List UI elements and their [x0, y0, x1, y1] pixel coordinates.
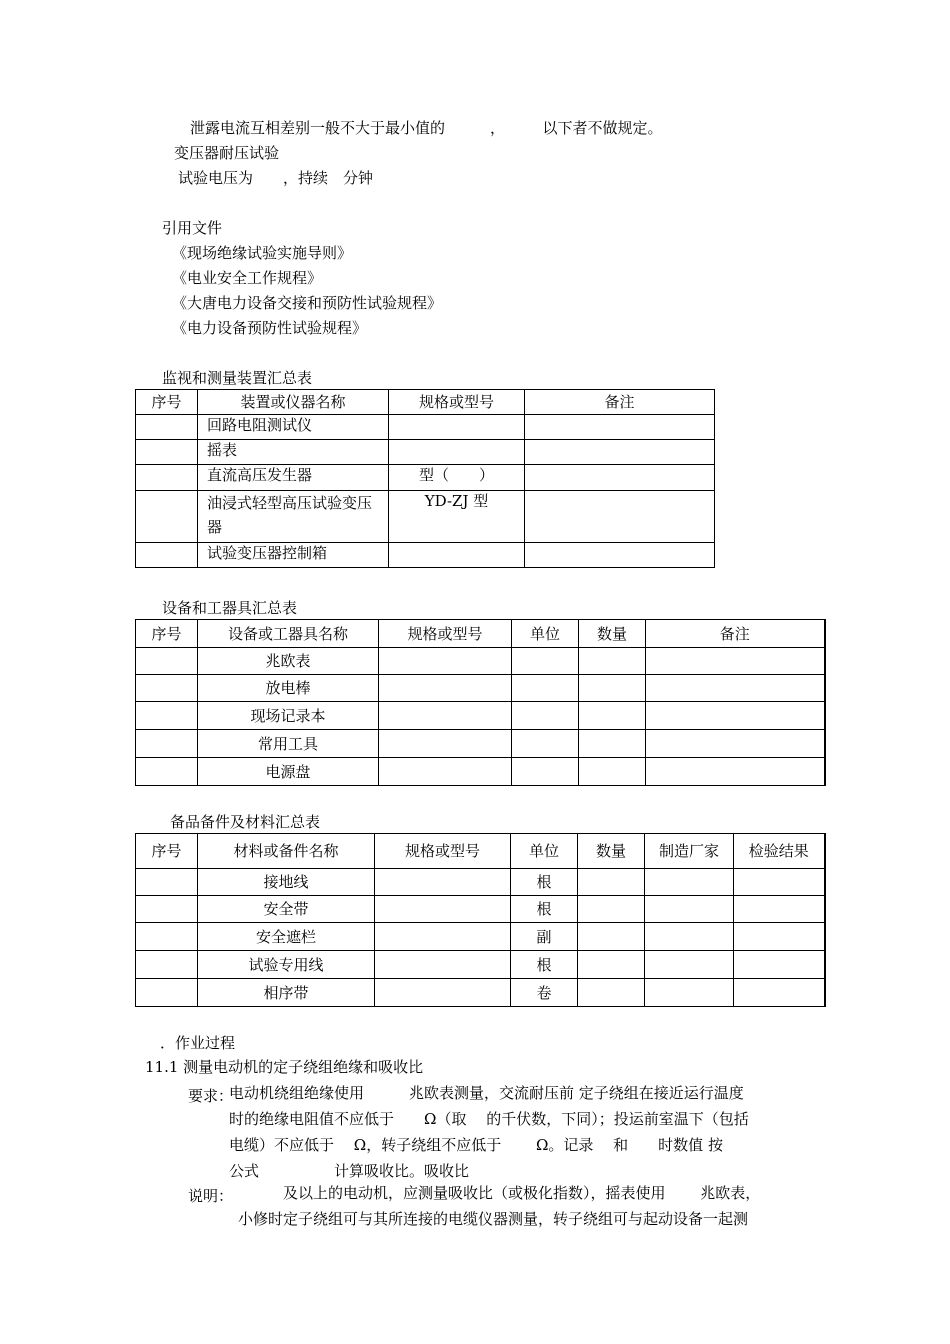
cell: 安全遮栏 — [198, 923, 375, 951]
header-cell: 单位 — [512, 620, 579, 648]
table-row — [136, 648, 825, 675]
cell — [389, 415, 525, 440]
table-row — [136, 951, 825, 979]
cell: YD-ZJ 型 — [389, 491, 525, 543]
cell — [646, 675, 825, 702]
cell — [512, 648, 579, 675]
cell — [579, 730, 646, 758]
cell — [525, 465, 715, 491]
cell — [136, 758, 198, 786]
requirement-line: 时的绝缘电阻值不应低于 Ω（取 的千伏数，下同）；投运前室温下（包括 — [229, 1110, 749, 1128]
cell — [379, 730, 512, 758]
header-cell: 材料或备件名称 — [198, 834, 375, 869]
cell: 副 — [511, 923, 578, 951]
cell — [525, 415, 715, 440]
cell — [136, 869, 198, 896]
table-row — [136, 543, 715, 568]
note-line: 及以上的电动机，应测量吸收比（或极化指数），摇表使用 兆欧表， — [238, 1184, 761, 1202]
header-cell: 设备或工器具名称 — [198, 620, 379, 648]
cell — [136, 675, 198, 702]
cell: 卷 — [511, 979, 578, 1007]
cell: 常用工具 — [198, 730, 379, 758]
table-header-row — [136, 834, 825, 869]
header-cell: 序号 — [136, 834, 198, 869]
cell — [389, 543, 525, 568]
cell — [578, 951, 645, 979]
cell: 兆欧表 — [198, 648, 379, 675]
note-text — [238, 1180, 818, 1232]
requirement-line: 公式 计算吸收比。吸收比 — [229, 1162, 470, 1180]
monitoring-equipment-table — [135, 389, 715, 568]
table-row — [136, 923, 825, 951]
table-row — [136, 465, 715, 491]
cell — [578, 869, 645, 896]
table-row — [136, 440, 715, 465]
cell: 回路电阻测试仪 — [198, 415, 389, 440]
header-cell: 装置或仪器名称 — [198, 390, 389, 415]
cell — [578, 923, 645, 951]
ref-item: 《大唐电力设备交接和预防性试验规程》 — [172, 294, 443, 312]
cell — [512, 702, 579, 730]
table-header-row — [136, 390, 715, 415]
header-cell: 单位 — [511, 834, 578, 869]
cell — [646, 730, 825, 758]
cell — [512, 675, 579, 702]
table-row — [136, 896, 825, 923]
cell — [136, 702, 198, 730]
table-row — [136, 869, 825, 896]
header-cell: 规格或型号 — [389, 390, 525, 415]
cell: 直流高压发生器 — [198, 465, 389, 491]
cell — [136, 415, 198, 440]
header-cell: 规格或型号 — [375, 834, 511, 869]
spare-parts-table — [135, 833, 826, 1007]
cell — [379, 758, 512, 786]
cell — [136, 465, 198, 491]
cell: 相序带 — [198, 979, 375, 1007]
header-cell: 数量 — [578, 834, 645, 869]
cell — [579, 702, 646, 730]
cell: 根 — [511, 896, 578, 923]
header-cell: 序号 — [136, 620, 198, 648]
cell — [375, 951, 511, 979]
cell — [579, 648, 646, 675]
transformer-withstand-heading: 变压器耐压试验 — [174, 144, 280, 162]
cell — [136, 896, 198, 923]
cell — [645, 869, 734, 896]
table2-title: 设备和工器具汇总表 — [162, 599, 298, 617]
cell — [379, 648, 512, 675]
cell — [375, 923, 511, 951]
cell — [645, 923, 734, 951]
cell — [379, 675, 512, 702]
requirement-text — [229, 1080, 809, 1184]
cell — [136, 648, 198, 675]
table-row — [136, 415, 715, 440]
cell — [525, 491, 715, 543]
table-row — [136, 702, 825, 730]
table3-title: 备品备件及材料汇总表 — [170, 813, 321, 831]
requirement-line: 电动机绕组绝缘使用 兆欧表测量，交流耐压前 定子绕组在接近运行温度 — [229, 1084, 744, 1102]
table-row — [136, 730, 825, 758]
cell — [645, 979, 734, 1007]
cell — [734, 951, 825, 979]
header-cell: 制造厂家 — [645, 834, 734, 869]
refs-heading: 引用文件 — [162, 219, 223, 237]
cell — [579, 758, 646, 786]
cell — [579, 675, 646, 702]
cell — [512, 758, 579, 786]
cell — [375, 979, 511, 1007]
cell — [646, 758, 825, 786]
header-cell: 备注 — [646, 620, 825, 648]
process-heading: ．作业过程 — [160, 1034, 236, 1052]
requirement-label: 要求： — [188, 1087, 234, 1105]
test-voltage-line: 试验电压为 ，持续 分钟 — [178, 169, 374, 187]
cell — [136, 979, 198, 1007]
header-cell: 检验结果 — [734, 834, 825, 869]
cell — [578, 979, 645, 1007]
ref-item: 《电力设备预防性试验规程》 — [172, 319, 368, 337]
leakage-current-line: 泄露电流互相差别一般不大于最小值的 ， 以下者不做规定。 — [190, 119, 663, 137]
ref-item: 《电业安全工作规程》 — [172, 269, 323, 287]
cell: 接地线 — [198, 869, 375, 896]
note-line: 小修时定子绕组可与其所连接的电缆仪器测量，转子绕组可与起动设备一起测 — [238, 1210, 749, 1228]
table-row — [136, 758, 825, 786]
cell — [578, 896, 645, 923]
cell: 试验变压器控制箱 — [198, 543, 389, 568]
cell: 摇表 — [198, 440, 389, 465]
cell — [646, 702, 825, 730]
cell: 根 — [511, 951, 578, 979]
cell — [734, 896, 825, 923]
cell: 现场记录本 — [198, 702, 379, 730]
cell: 油浸式轻型高压试验变压器 — [198, 491, 389, 543]
cell — [646, 648, 825, 675]
table-row — [136, 675, 825, 702]
header-cell: 序号 — [136, 390, 198, 415]
ref-item: 《现场绝缘试验实施导则》 — [172, 244, 353, 262]
cell — [375, 896, 511, 923]
cell — [734, 979, 825, 1007]
cell — [734, 869, 825, 896]
tools-table — [135, 619, 826, 786]
cell — [136, 730, 198, 758]
cell: 试验专用线 — [198, 951, 375, 979]
cell — [136, 951, 198, 979]
cell — [375, 869, 511, 896]
cell — [525, 440, 715, 465]
table-row — [136, 979, 825, 1007]
header-cell: 规格或型号 — [379, 620, 512, 648]
cell: 安全带 — [198, 896, 375, 923]
cell — [734, 923, 825, 951]
cell: 放电棒 — [198, 675, 379, 702]
requirement-line: 电缆）不应低于 Ω，转子绕组不应低于 Ω。记录 和 时数值 按 — [229, 1136, 723, 1154]
cell — [136, 923, 198, 951]
cell — [379, 702, 512, 730]
cell — [136, 440, 198, 465]
note-label: 说明： — [188, 1187, 234, 1205]
header-cell: 数量 — [579, 620, 646, 648]
cell — [645, 896, 734, 923]
process-subheading: 11.1 测量电动机的定子绕组绝缘和吸收比 — [145, 1058, 424, 1076]
cell — [136, 491, 198, 543]
cell: 型（ ） — [389, 465, 525, 491]
cell: 根 — [511, 869, 578, 896]
table-row — [136, 491, 715, 543]
table-header-row — [136, 620, 825, 648]
cell — [512, 730, 579, 758]
table1-title: 监视和测量装置汇总表 — [162, 369, 313, 387]
cell: 电源盘 — [198, 758, 379, 786]
header-cell: 备注 — [525, 390, 715, 415]
cell — [645, 951, 734, 979]
cell — [389, 440, 525, 465]
cell — [525, 543, 715, 568]
cell — [136, 543, 198, 568]
